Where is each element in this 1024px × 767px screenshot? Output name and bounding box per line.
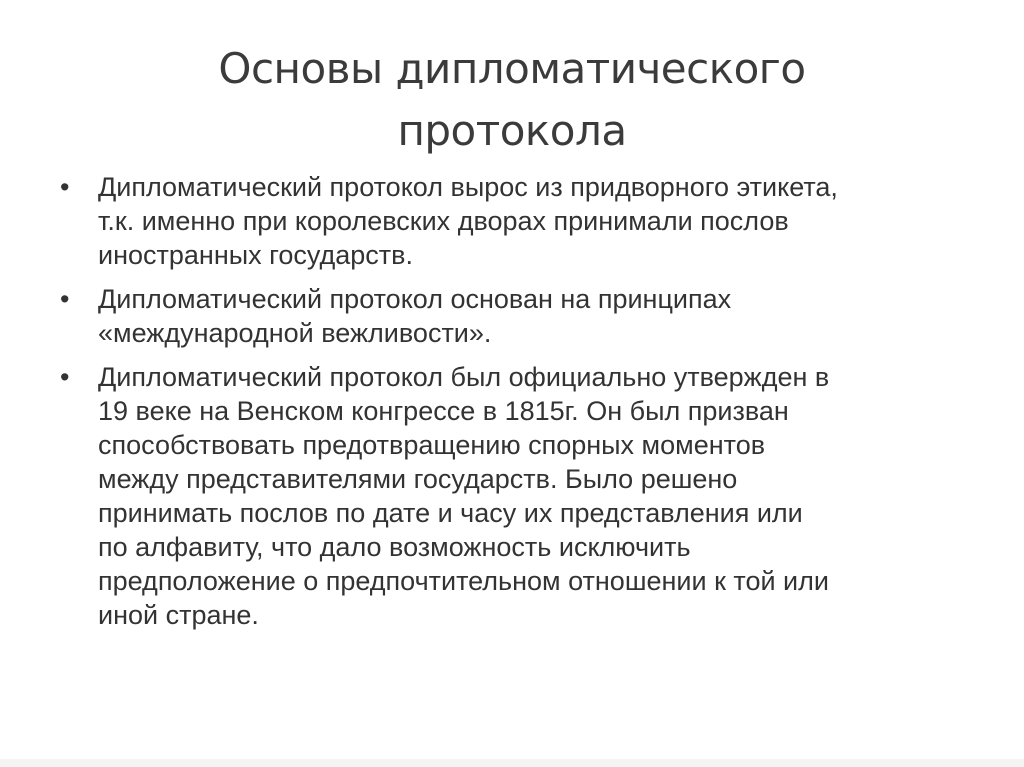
- slide-title-line: протокола: [397, 106, 627, 155]
- bullet-text-line: «международной вежливости».: [98, 318, 492, 348]
- bullet-text-line: Дипломатический протокол основан на принципах: [98, 284, 732, 314]
- bullet-text-line: иностранных государств.: [98, 240, 414, 270]
- bullet-marker: •: [60, 284, 70, 314]
- bullet-text-line: по алфавиту, что дало возможность исключить: [98, 532, 691, 562]
- slide-title-line: Основы дипломатического: [218, 44, 806, 93]
- bullet-marker: •: [60, 362, 70, 392]
- slide-bottom-edge: [0, 759, 1024, 767]
- bullet-text-line: 19 веке на Венском конгрессе в 1815г. Он был призван: [98, 396, 789, 426]
- bullet-text-line: между представителями государств. Было решено: [98, 464, 738, 494]
- bullet-list: [60, 170, 960, 642]
- bullet-text-line: способствовать предотвращению спорных моментов: [98, 430, 766, 460]
- bullet-text-line: иной стране.: [98, 600, 259, 630]
- bullet-item: [60, 282, 960, 350]
- bullet-text-line: т.к. именно при королевских дворах принимали послов: [98, 206, 789, 236]
- bullet-marker: •: [60, 172, 70, 202]
- bullet-text-line: Дипломатический протокол вырос из придворного этикета,: [98, 172, 838, 202]
- bullet-text-line: Дипломатический протокол был официально утвержден в: [98, 362, 830, 392]
- bullet-text-line: принимать послов по дате и часу их представления или: [98, 498, 803, 528]
- slide-title: [100, 38, 924, 162]
- bullet-text-line: предположение о предпочтительном отношении к той или: [98, 566, 829, 596]
- bullet-item: [60, 360, 960, 632]
- bullet-item: [60, 170, 960, 272]
